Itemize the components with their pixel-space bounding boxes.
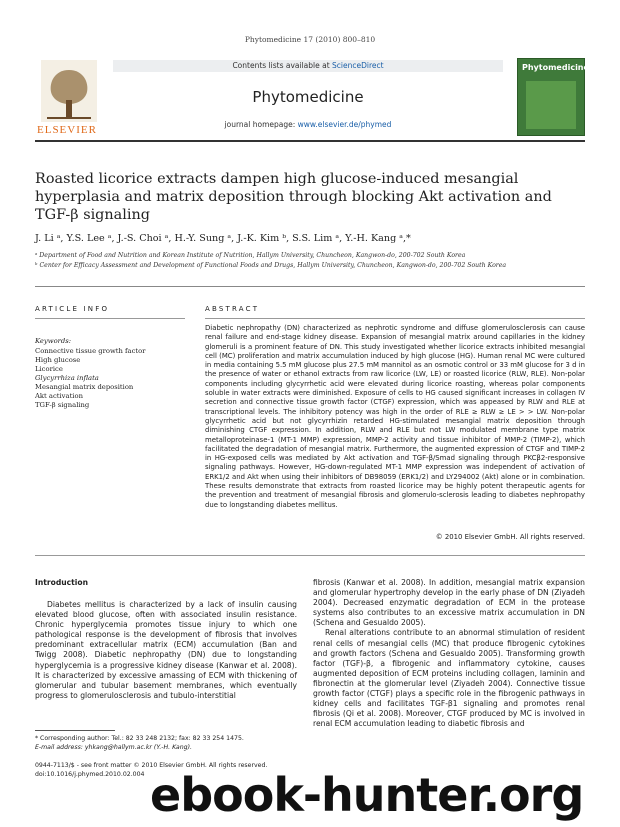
elsevier-logo[interactable] <box>35 58 103 134</box>
elsevier-tree-icon <box>41 60 97 122</box>
journal-name: Phytomedicine <box>252 88 364 106</box>
abstract-copyright: © 2010 Elsevier GmbH. All rights reserved. <box>435 533 585 541</box>
introduction-heading: Introduction <box>35 578 89 587</box>
homepage-label: journal homepage: <box>224 120 298 129</box>
body-column-left <box>35 600 297 701</box>
email-note: E-mail address: yhkang@hallym.ac.kr (Y.-H. Kang). <box>35 744 192 751</box>
intro-paragraph: Renal alterations contribute to an abnormal stimulation of resident renal cells of mesangial cells (MC) that produce fibrogenic cytokines and growth factors (Schena and Gesualdo 2005). Transforming growth factor (TGF)-β, a fibrogenic and inflammatory cytokine, causes augmented deposition of ECM proteins including collagen, laminin and fibronectin at the glomerular level (Ziyadeh 2004). Connective tissue growth factor (CTGF) plays a specific role in the fibrogenic pathways in kidney cells and facilitates TGF-β1 signaling and promotes renal fibrosis (Qi et al. 2008). Moreover, CTGF produced by MC is involved in renal ECM accumulation leading to diabetic fibrosis and <box>313 628 585 729</box>
body-column-right <box>313 578 585 729</box>
cover-image <box>526 81 576 129</box>
body-divider <box>35 555 585 556</box>
footnote-rule <box>35 730 115 731</box>
keyword-item: Connective tissue growth factor <box>35 347 146 355</box>
intro-paragraph: fibrosis (Kanwar et al. 2008). In addition, mesangial matrix expansion and glomerular hypertrophy develop in the early phase of DN (Ziyadeh 2004). Decreased enzymatic degradation of ECM in the protease systems also contributes to an excessive matrix accumulation in DN (Schena and Gesualdo 2005). <box>313 578 585 628</box>
abstract-heading: ABSTRACT <box>205 305 260 313</box>
availability-banner <box>113 60 503 72</box>
doi-line[interactable]: doi:10.1016/j.phymed.2010.02.004 <box>35 771 145 778</box>
keyword-item: Glycyrrhiza inflata <box>35 374 99 382</box>
availability-text: Contents lists available at <box>232 61 333 70</box>
keyword-item: Akt activation <box>35 392 83 400</box>
keyword-item: Mesangial matrix deposition <box>35 383 134 391</box>
masthead-divider <box>35 140 585 142</box>
watermark: ebook-hunter.org <box>150 768 584 822</box>
keywords-label: Keywords: <box>35 337 72 345</box>
journal-homepage <box>113 120 503 129</box>
corresponding-author-note: * Corresponding author: Tel.: 82 33 248 2132; fax: 82 33 254 1475. <box>35 735 244 742</box>
journal-cover[interactable] <box>517 58 589 136</box>
elsevier-wordmark: ELSEVIER <box>37 124 97 136</box>
affiliation-a: ᵃ Department of Food and Nutrition and Korean Institute of Nutrition, Hallym University, Chuncheon, Kangwon-do, 200-702 South Korea <box>35 252 466 259</box>
abstract-text: Diabetic nephropathy (DN) characterized as nephrotic syndrome and diffuse glomerulosclerosis can cause renal failure and end-stage kidney disease. Expansion of mesangial matrix around capillaries in the kidney glomeruli is a prominent feature of DN. This study investigated whether licorice extracts inhibited mesangial cell (MC) proliferation and matrix accumulation induced by high glucose (HG). Human renal MC were cultured in media containing 5.5 mM glucose plus 27.5 mM mannitol as an osmotic control or 33 mM glucose for 3 d in the presence of water or ethanol extracts from raw licorice (LW, LE) or roasted licorice (RLW, RLE). Non-polar components including glycyrrhetic acid were elevated during licorice roasting, whereas polar components soluble in water extracts were diminished. Exposure of cells to HG caused significant increases in collagen IV secretion and connective tissue growth factor (CTGF) expression, which was appeased by RLW and RLE at transcriptional levels. The inhibitory potency was high in the order of RLE ≥ RLW ≥ LE > > LW. Non-polar glycyrrhetic acid but not glycyrrhizin retarded HG-stimulated mesangial matrix deposition through diminishing CTGF expression. In addition, RLW and RLE but not LW modulated membrane type matrix metalloproteinase-1 (MT-1 MMP) expression, MMP-2 activity and tissue inhibitor of MMP-2 (TIMP-2), which facilitated the degradation of mesangial matrix. Furthermore, the augmented expression of CTGF and TIMP-2 in HG-exposed cells was mediated by Akt activation and TGF-β/Smad signaling through PKCβ2-responsive signaling pathways. However, HG-down-regulated MT-1 MMP expression was independent of activation of ERK1/2 and Akt when using their inhibitors of DB98059 (ERK1/2) and LY294002 (Akt) alone or in combination. These results demonstrate that extracts from roasted licorice may be highly potent therapeutic agents for the prevention and treatment of mesangial fibrosis and glomerulo-sclerosis leading to diabetes nephropathy due to longstanding diabetes mellitus. <box>205 324 585 509</box>
header-divider <box>35 286 585 287</box>
intro-paragraph: Diabetes mellitus is characterized by a lack of insulin causing elevated blood glucose, often with associated insulin resistance. Chronic hyperglycemia promotes tissue injury to which one pathological response is the development of fibrosis that involves predominant extracellular matrix (ECM) accumulation (Ban and Twigg 2008). Diabetic nephropathy (DN) due to longstanding hyperglycemia is a progressive kidney disease (Kanwar et al. 2008). It is characterized by excessive amassing of ECM with thickening of glomerular and tubular basement membranes, which eventually progress to glomerulosclerosis and tubulo-interstitial <box>35 600 297 700</box>
sciencedirect-link[interactable]: ScienceDirect <box>332 61 384 70</box>
affiliation-b: ᵇ Center for Efficacy Assessment and Development of Functional Foods and Drugs, Hallym University, Chuncheon, Kangwon-do, 200-702 South Korea <box>35 262 507 269</box>
author-list: J. Li ᵃ, Y.S. Lee ᵃ, J.-S. Choi ᵃ, H.-Y. Sung ᵃ, J.-K. Kim ᵇ, S.S. Lim ᵃ, Y.-H. Kang ᵃ,* <box>35 233 411 244</box>
masthead-center <box>113 58 503 136</box>
cover-title: Phytomedicine <box>522 63 589 72</box>
journal-masthead <box>35 58 589 136</box>
homepage-link[interactable]: www.elsevier.de/phymed <box>297 120 392 129</box>
running-header: Phytomedicine 17 (2010) 800–810 <box>244 35 376 44</box>
keyword-item: TGF-β signaling <box>35 401 90 409</box>
abstract-rule <box>205 318 585 319</box>
issn-line: 0944-7113/$ - see front matter © 2010 Elsevier GmbH. All rights reserved. <box>35 762 268 769</box>
keyword-item: Licorice <box>35 365 63 373</box>
keyword-item: High glucose <box>35 356 81 364</box>
article-info-heading: ARTICLE INFO <box>35 305 110 313</box>
article-info-rule <box>35 318 185 319</box>
article-title: Roasted licorice extracts dampen high glucose-induced mesangial hyperplasia and matrix deposition through blocking Akt activation and TGF-β signaling <box>35 171 552 223</box>
